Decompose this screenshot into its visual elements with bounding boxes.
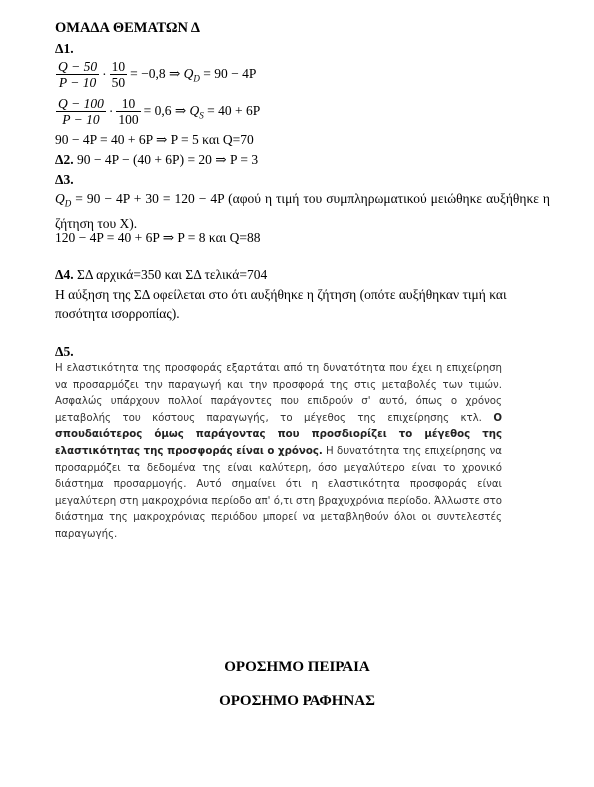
- d5-scanned-paragraph: [55, 361, 502, 544]
- d4-line: [55, 266, 267, 284]
- equation-result: [144, 103, 261, 121]
- fraction-denominator: P − 10: [58, 75, 97, 90]
- equation-text: = 40 + 6P: [203, 102, 261, 118]
- d5-label: Δ5.: [55, 344, 74, 359]
- section-title: ΟΜΑΔΑ ΘΕΜΑΤΩΝ Δ: [55, 20, 200, 36]
- equation-text: = −0,8 ⇒: [130, 65, 184, 81]
- equation-variable: Q: [55, 191, 65, 206]
- equation-variable: Q: [183, 65, 194, 81]
- d3-equilibrium: 120 − 4P = 40 + 6P ⇒ P = 8 και Q=88: [55, 230, 261, 245]
- equation-subscript: D: [193, 73, 200, 84]
- multiply-dot: ·: [108, 103, 114, 119]
- fraction-denominator: P − 10: [62, 112, 100, 127]
- d5-text: Η ελαστικότητα της προσφοράς εξαρτάται από τη δυνατότητα που έχει η επιχείρηση να προσαρμόζει την παραγωγή και την προσφορά της στις μεταβολές των τιμών. Ασφαλώς υπάρχουν πολλοί παράγοντες που επιδρούν σ' αυτό, όπως ο χρόνος μεταβολής του κόστους παραγωγής, το μέγεθος της επιχείρησης κτλ.: [55, 363, 502, 424]
- footer-line-rafina: ΟΡΟΣΗΜΟ ΡΑΦΗΝΑΣ: [219, 693, 375, 709]
- d2-label: Δ2.: [55, 152, 74, 167]
- fraction-denominator: 100: [118, 112, 139, 127]
- d2-equation: 90 − 4P − (40 + 6P) = 20 ⇒ P = 3: [73, 152, 259, 167]
- d4-values: ΣΔ αρχικά=350 και ΣΔ τελικά=704: [73, 267, 268, 282]
- equation-text: = 90 − 4P: [199, 65, 257, 81]
- d3-note: (αφού η τιμή του συμπληρωματικού μειώθηκε αυξήθηκε η ζήτηση του Χ).: [55, 191, 550, 231]
- d4-label: Δ4.: [55, 267, 74, 282]
- equation-variable: Q: [189, 102, 200, 118]
- footer-line-piraeus: ΟΡΟΣΗΜΟ ΠΕΙΡΑΙΑ: [224, 659, 370, 675]
- multiply-dot: ·: [102, 66, 107, 82]
- equation-subscript: S: [199, 110, 204, 121]
- d4-explanation: Η αύξηση της ΣΔ οφείλεται στο ότι αυξήθηκε η ζήτηση (οπότε αυξήθηκαν τιμή και ποσότητα ισορροπίας).: [55, 287, 507, 321]
- fraction: [56, 96, 106, 127]
- d1-label: Δ1.: [55, 41, 74, 56]
- fraction: [56, 59, 99, 90]
- d1-equilibrium: 90 − 4P = 40 + 6P ⇒ P = 5 και Q=70: [55, 132, 254, 147]
- equation-result: [130, 66, 256, 84]
- d3-paragraph: [55, 189, 550, 233]
- fraction-numerator: 10: [111, 59, 126, 74]
- fraction-denominator: 50: [111, 75, 126, 90]
- d3-equation: = 90 − 4P + 30 = 120 − 4P: [71, 191, 225, 206]
- d1-equation-supply: [55, 96, 260, 127]
- d1-equation-demand: [55, 59, 256, 90]
- d2-line: [55, 151, 258, 169]
- equation-subscript: D: [64, 198, 72, 209]
- d5-text: Η δυνατότητα της επιχείρησης να προσαρμόζει τα δεδομένα της είναι καλύτερη, όσο μεγαλύτερο είναι το χρονικό διάστημα προσαρμογής. Αυτό σημαίνει ότι η ελαστικότητα προσφοράς είναι μεγαλύτερη στη μακροχρόνια περίοδο απ' ό,τι στη βραχυχρόνια περίοδο. Άλλωστε στο διάστημα της μακροχρόνιας περιόδου μπορεί να μεταβληθούν όλοι οι συντελεστές παραγωγής.: [55, 445, 502, 540]
- fraction-numerator: Q − 50: [58, 59, 98, 74]
- d3-label: Δ3.: [55, 172, 74, 187]
- fraction-numerator: 10: [116, 96, 140, 112]
- fraction: [116, 96, 140, 127]
- equation-text: = 0,6 ⇒: [143, 102, 190, 118]
- fraction-numerator: Q − 100: [58, 96, 104, 111]
- fraction: [110, 59, 128, 90]
- d5-bold-text: Ο σπουδαιότερος όμως παράγοντας που προσδιορίζει το μέγεθος της ελαστικότητας της προσφοράς είναι ο χρόνος.: [55, 412, 502, 457]
